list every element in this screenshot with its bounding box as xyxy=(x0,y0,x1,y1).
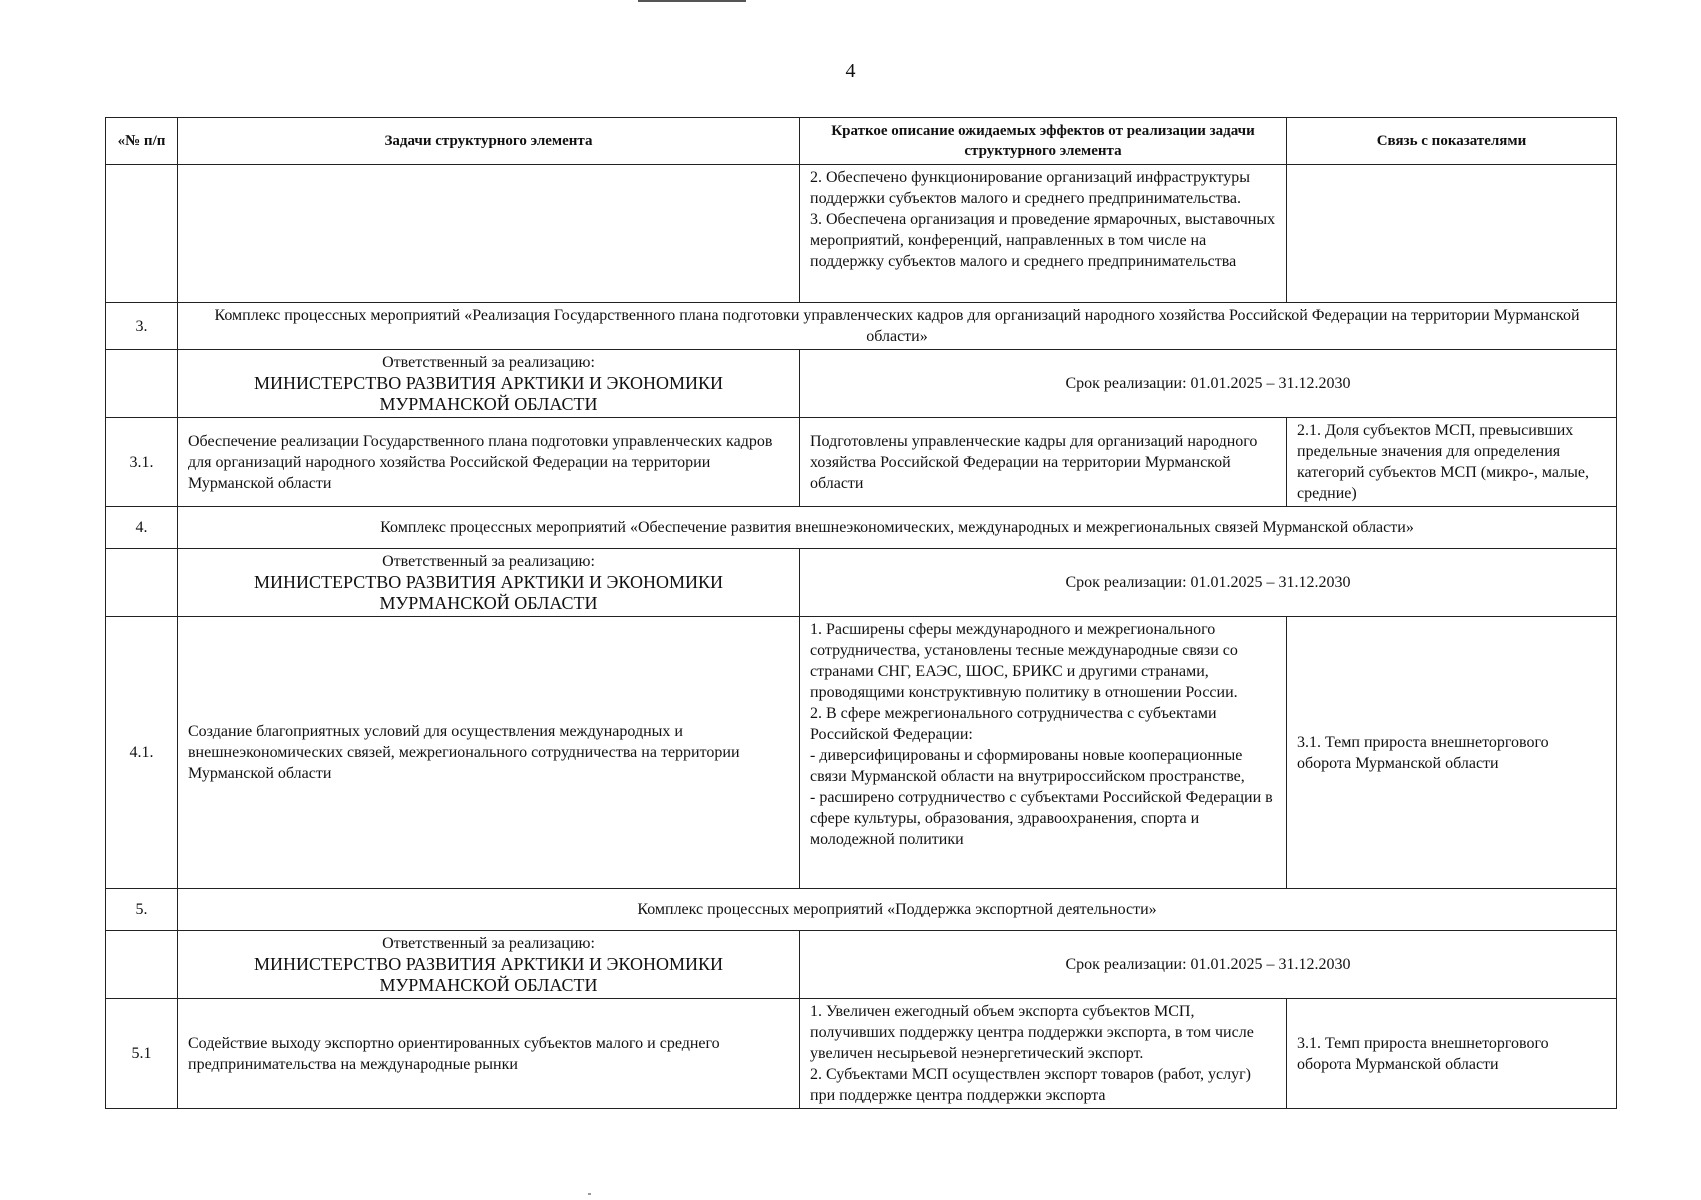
term-cell: Срок реализации: 01.01.2025 – 31.12.2030 xyxy=(800,350,1617,418)
row-num: 5.1 xyxy=(106,999,178,1109)
cell-task xyxy=(178,165,800,303)
table-header-row xyxy=(106,118,1617,165)
responsible-org: МИНИСТЕРСТВО РАЗВИТИЯ АРКТИКИ И ЭКОНОМИКИ МУРМАНСКОЙ ОБЛАСТИ xyxy=(254,572,723,613)
row-num: 4.1. xyxy=(106,617,178,889)
cell-num xyxy=(106,931,178,999)
cell-num xyxy=(106,549,178,617)
header-tasks: Задачи структурного элемента xyxy=(178,118,800,165)
cell-link: 2.1. Доля субъектов МСП, превысивших предельные значения для определения категорий субъектов МСП (микро-, малые, средние) xyxy=(1287,418,1617,507)
header-num: «№ п/п xyxy=(106,118,178,165)
table-row xyxy=(106,617,1617,889)
complex-num: 4. xyxy=(106,507,178,549)
responsible-org: МИНИСТЕРСТВО РАЗВИТИЯ АРКТИКИ И ЭКОНОМИКИ МУРМАНСКОЙ ОБЛАСТИ xyxy=(254,954,723,995)
table-row xyxy=(106,418,1617,507)
page-number: 4 xyxy=(845,60,856,82)
effect-paragraph: 2. Обеспечено функционирование организаций инфраструктуры поддержки субъектов малого и среднего предпринимательства. xyxy=(810,169,1250,207)
cell-task: Содействие выходу экспортно ориентированных субъектов малого и среднего предпринимательства на международные рынки xyxy=(178,999,800,1109)
table-row xyxy=(106,165,1617,303)
cell-num xyxy=(106,165,178,303)
cell-link: 3.1. Темп прироста внешнеторгового оборота Мурманской области xyxy=(1287,617,1617,889)
program-table xyxy=(105,117,1617,1109)
complex-title: Комплекс процессных мероприятий «Обеспечение развития внешнеэкономических, международных и межрегиональных связей Мурманской области» xyxy=(178,507,1617,549)
effect-paragraph: 3. Обеспечена организация и проведение ярмарочных, выставочных мероприятий, конференций, направленных в том числе на поддержку субъектов малого и среднего предпринимательства xyxy=(810,211,1276,270)
cell-effects xyxy=(800,165,1287,303)
complex-row xyxy=(106,303,1617,350)
responsible-row xyxy=(106,350,1617,418)
effect-paragraph: - расширено сотрудничество с субъектами Российской Федерации в сфере культуры, образования, здравоохранения, спорта и молодежной политики xyxy=(810,789,1273,848)
responsible-label: Ответственный за реализацию: xyxy=(382,354,595,371)
complex-title: Комплекс процессных мероприятий «Поддержка экспортной деятельности» xyxy=(178,889,1617,931)
responsible-cell xyxy=(178,549,800,617)
cell-link: 3.1. Темп прироста внешнеторгового оборота Мурманской области xyxy=(1287,999,1617,1109)
cell-task: Обеспечение реализации Государственного плана подготовки управленческих кадров для организаций народного хозяйства Российской Федерации на территории Мурманской области xyxy=(178,418,800,507)
responsible-cell xyxy=(178,350,800,418)
scan-speck xyxy=(588,1193,591,1195)
effect-paragraph: - диверсифицированы и сформированы новые кооперационные связи Мурманской области на внутрироссийском пространстве, xyxy=(810,747,1245,785)
top-edge-mark xyxy=(638,0,746,2)
header-effects: Краткое описание ожидаемых эффектов от реализации задачи структурного элемента xyxy=(800,118,1287,165)
cell-num xyxy=(106,350,178,418)
effect-paragraph: 1. Расширены сферы международного и межрегионального сотрудничества, установлены тесные международные связи со странами СНГ, ЕАЭС, ШОС, БРИКС и другими странами, проводящими конструктивную политику в отношении России. xyxy=(810,621,1238,701)
responsible-org: МИНИСТЕРСТВО РАЗВИТИЯ АРКТИКИ И ЭКОНОМИКИ МУРМАНСКОЙ ОБЛАСТИ xyxy=(254,373,723,414)
effect-paragraph: 1. Увеличен ежегодный объем экспорта субъектов МСП, получивших поддержку центра поддержки экспорта, в том числе увеличен несырьевой неэнергетический экспорт. xyxy=(810,1003,1254,1062)
header-link: Связь с показателями xyxy=(1287,118,1617,165)
cell-effects: Подготовлены управленческие кадры для организаций народного хозяйства Российской Федерации на территории Мурманской области xyxy=(800,418,1287,507)
responsible-row xyxy=(106,931,1617,999)
responsible-label: Ответственный за реализацию: xyxy=(382,935,595,952)
cell-effects xyxy=(800,617,1287,889)
responsible-cell xyxy=(178,931,800,999)
term-cell: Срок реализации: 01.01.2025 – 31.12.2030 xyxy=(800,931,1617,999)
complex-row xyxy=(106,889,1617,931)
complex-num: 5. xyxy=(106,889,178,931)
cell-link xyxy=(1287,165,1617,303)
responsible-label: Ответственный за реализацию: xyxy=(382,553,595,570)
cell-effects xyxy=(800,999,1287,1109)
complex-title: Комплекс процессных мероприятий «Реализация Государственного плана подготовки управленческих кадров для организаций народного хозяйства Российской Федерации на территории Мурманской области» xyxy=(178,303,1617,350)
effect-paragraph: 2. В сфере межрегионального сотрудничества с субъектами Российской Федерации: xyxy=(810,705,1217,743)
row-num: 3.1. xyxy=(106,418,178,507)
complex-row xyxy=(106,507,1617,549)
effect-paragraph: 2. Субъектами МСП осуществлен экспорт товаров (работ, услуг) при поддержке центра поддержки экспорта xyxy=(810,1066,1251,1104)
table-row xyxy=(106,999,1617,1109)
term-cell: Срок реализации: 01.01.2025 – 31.12.2030 xyxy=(800,549,1617,617)
responsible-row xyxy=(106,549,1617,617)
cell-task: Создание благоприятных условий для осуществления международных и внешнеэкономических связей, межрегионального сотрудничества на территории Мурманской области xyxy=(178,617,800,889)
complex-num: 3. xyxy=(106,303,178,350)
